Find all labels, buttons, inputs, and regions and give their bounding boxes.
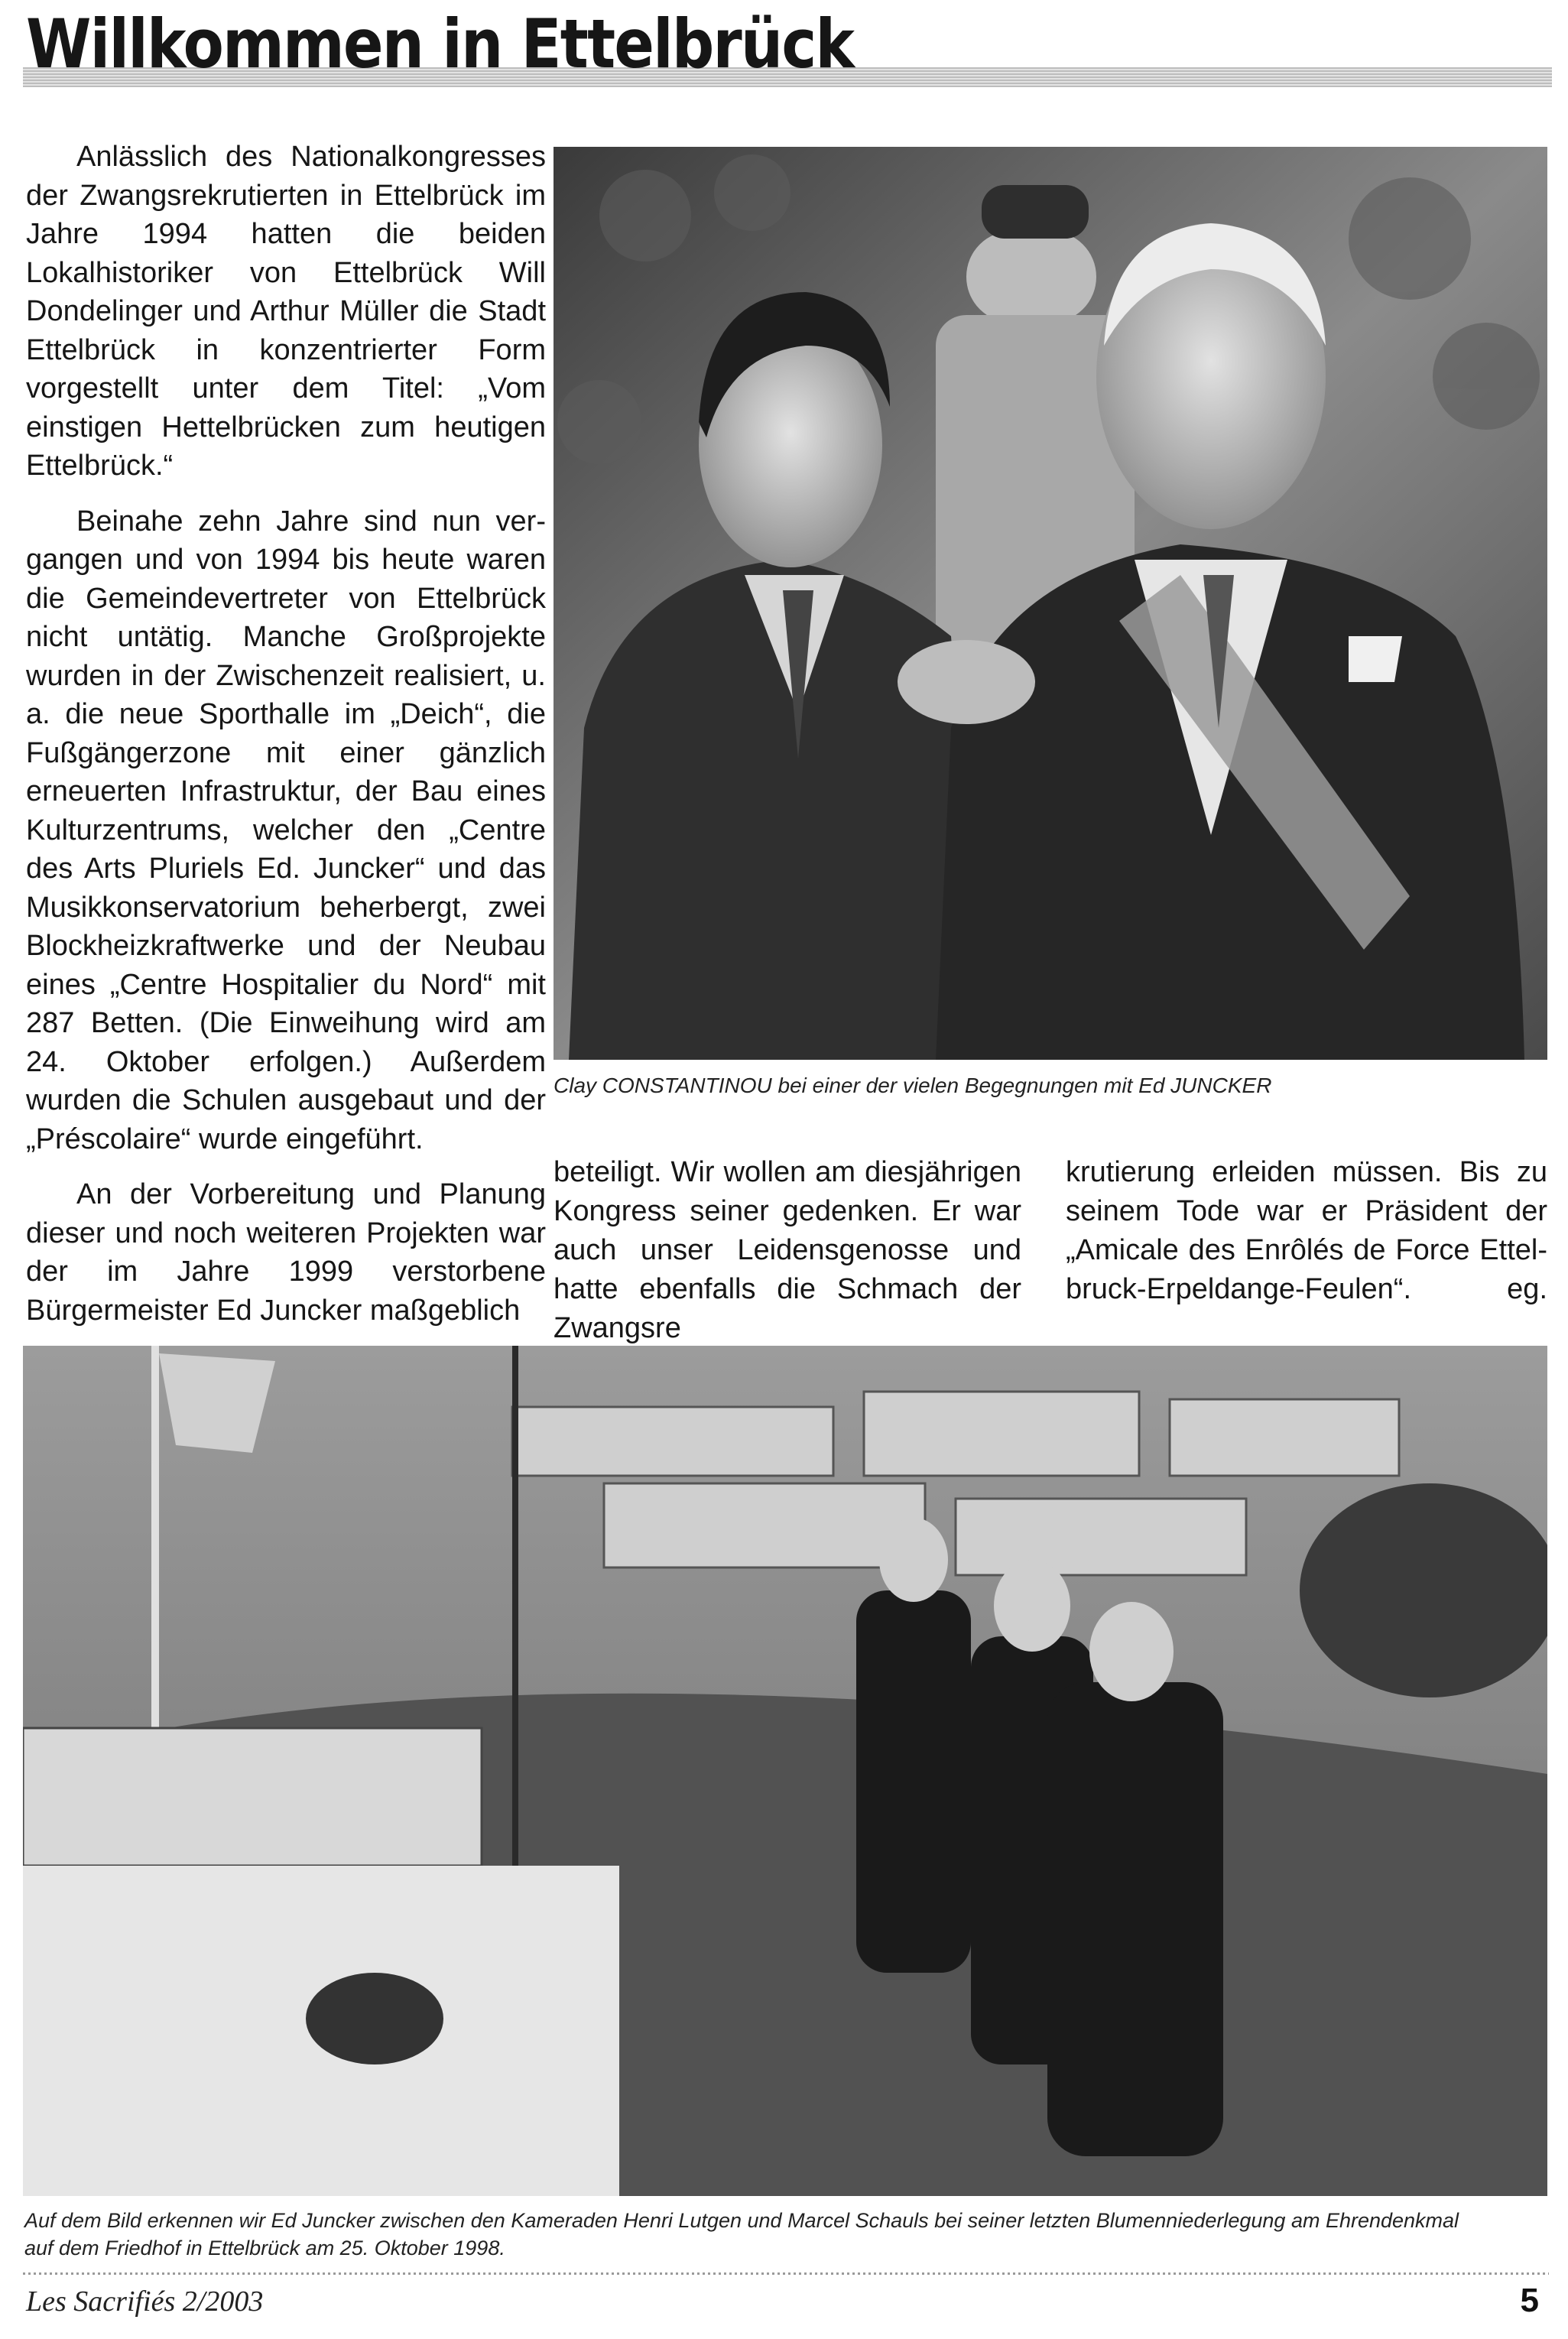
article-column-3 bbox=[1066, 1153, 1547, 1309]
article-column-2-text: beteiligt. Wir wollen am diesjährigen Kongress seiner gedenken. Er war auch unser Leidensgenosse und hatte ebenfalls die Schmach der Zwangsre bbox=[554, 1156, 1021, 1344]
author-signature: eg. bbox=[1507, 1273, 1547, 1305]
page-title: Willkommen in Ettelbrück bbox=[26, 5, 854, 83]
publication-name: Les Sacrifiés 2/2003 bbox=[26, 2285, 264, 2318]
article-paragraph-3: An der Vorbereitung und Planung dieser und noch weiteren Projekten war der im Jahre 1999 verstorbene Bürgermeister Ed Juncker maßgeblich bbox=[26, 1178, 546, 1327]
photo-2-caption: Auf dem Bild erkennen wir Ed Juncker zwischen den Kameraden Henri Lutgen und Marcel Schauls bei seiner letzten Blumenniederlegung am Ehrendenkmal auf dem Friedhof in Ettelbrück am 25. Oktober 1998. bbox=[24, 2209, 1459, 2259]
page-number: 5 bbox=[1520, 2282, 1539, 2319]
title-block bbox=[23, 0, 1552, 90]
footer-divider bbox=[23, 2272, 1549, 2275]
photo-cemetery-illustration bbox=[23, 1346, 1547, 2196]
article-column-3-text bbox=[1066, 1153, 1547, 1309]
article-column-2 bbox=[554, 1153, 1021, 1348]
article-column-1 bbox=[26, 138, 546, 1347]
photo-1-caption: Clay CONSTANTINOU bei einer der vielen Begegnungen mit Ed JUNCKER bbox=[554, 1074, 1272, 1097]
article-column-3-body: krutierung erleiden müssen. Bis zu seinem Tode war er Präsident der „Amicale des Enrôlés de Force Ettelbruck-Erpeldange-Feulen“. bbox=[1066, 1156, 1547, 1305]
article-paragraph-2: Beinahe zehn Jahre sind nun vergangen und von 1994 bis heute waren die Gemeindevertreter von Ettelbrück nicht untätig. Manche Großprojekte wurden in der Zwischenzeit realisiert, u. a. die neue Sporthalle im „Deich“, die Fußgängerzone mit einer gänzlich erneuerten Infrastruktur, der Bau eines Kulturzentrums, welcher den „Centre des Arts Pluriels Ed. Juncker“ und das Musikkonservatorium beherbergt, zwei Blockheizkraftwerke und der Neubau eines „Centre Hospitalier du Nord“ mit 287 Betten. (Die Einweihung wird am 24. Oktober erfolgen.) Außerdem wurden die Schulen ausgebaut und der „Préscolaire“ wurde eingeführt. bbox=[26, 505, 546, 1155]
photo-two-men-portrait bbox=[554, 147, 1547, 1060]
photo-cemetery-ceremony bbox=[23, 1346, 1547, 2196]
photo-two-men-illustration bbox=[554, 147, 1547, 1060]
article-paragraph-1: Anlässlich des Nationalkongresses der Zwangsrekrutierten in Ettelbrück im Jahre 1994 hatten die beiden Lokalhistoriker von Ettelbrück Will Dondelinger und Arthur Müller die Stadt Ettelbrück in konzentrierter Form vorgestellt unter dem Titel: „Vom einstigen Hettelbrücken zum heutigen Ettelbrück.“ bbox=[26, 141, 546, 482]
